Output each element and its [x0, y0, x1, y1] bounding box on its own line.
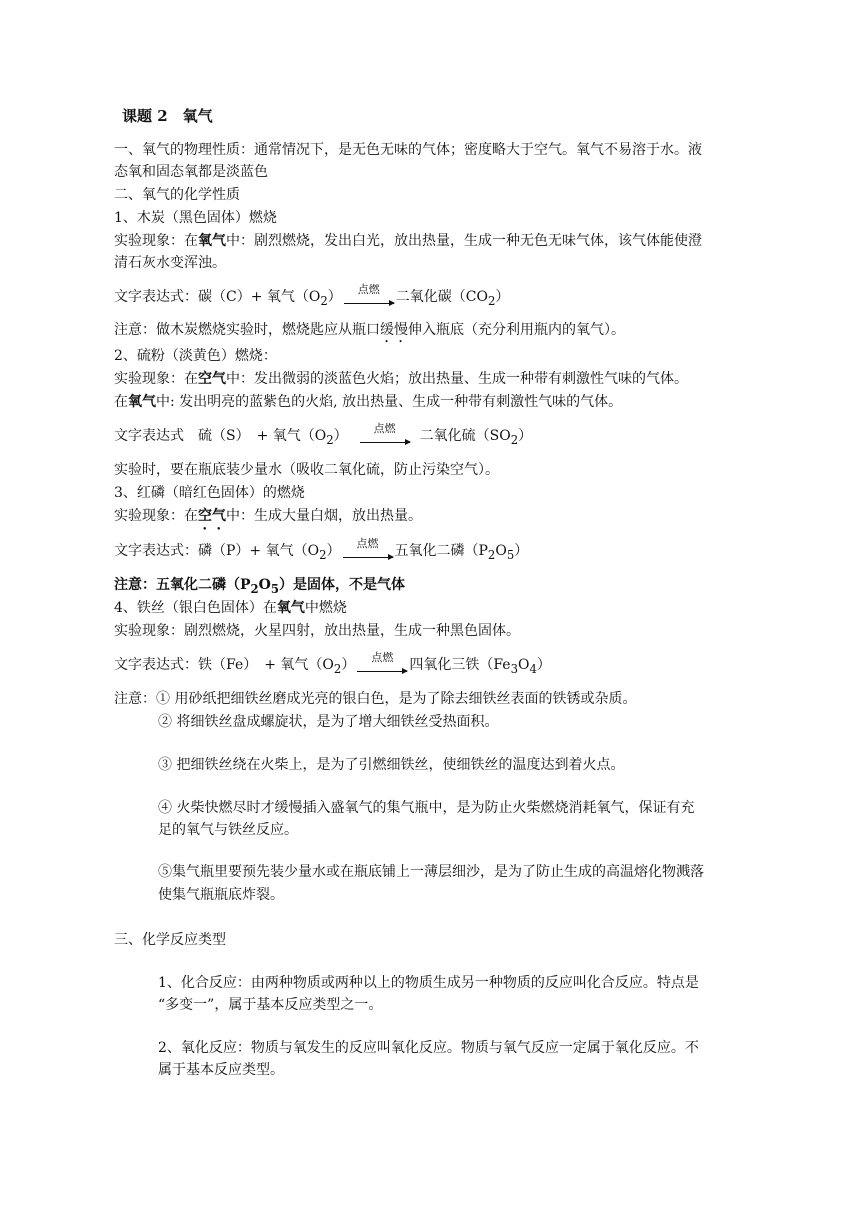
iron-heading: [114, 598, 347, 618]
arrow-icon: [357, 671, 407, 672]
subscript: 2: [250, 581, 259, 596]
physical-properties-line-1: 一、氧气的物理性质：通常情况下，是无色无味的气体；密度略大于空气。氧气不易溶于水。液: [114, 142, 702, 158]
oxygen-symbol: O: [495, 543, 507, 559]
heading-suffix: 中燃烧: [304, 600, 347, 616]
sulfur-phenomenon-air: [114, 369, 688, 389]
sulfur-phenomenon-oxygen: [114, 392, 622, 412]
equation-left-close: ）: [333, 428, 348, 444]
reaction-arrow: [343, 537, 393, 561]
oxidation-reaction-line-2: 属于基本反应类型。: [158, 1062, 284, 1078]
ignition-condition: 点燃: [357, 283, 380, 296]
iron-phenomenon: 实验现象：剧烈燃烧，火星四射，放出热量，生成一种黑色固体。: [114, 623, 520, 639]
subscript: 3: [510, 661, 518, 676]
phenomenon-text: 中：剧烈燃烧，发出白光，放出热量，生成一种无色无味气体，该气体能使澄: [226, 233, 702, 249]
ignition-condition: 点燃: [356, 537, 379, 550]
phenomenon-prefix: 实验现象：在: [114, 508, 198, 524]
heading-prefix: 4、铁丝（银白色固体）在: [114, 600, 277, 616]
subscript: 2: [487, 547, 496, 562]
equation-left: 文字表达式 硫（S） + 氧气（O: [114, 428, 327, 444]
note-text: ）是固体，不是气体: [278, 577, 405, 593]
subscript: 2: [326, 432, 334, 447]
arrow-icon: [360, 442, 410, 443]
physical-properties-line-2: 态氧和固态氧都是淡蓝色: [114, 164, 268, 180]
arrow-icon: [344, 303, 394, 304]
arrow-icon: [343, 557, 393, 558]
iron-note-4-line-2: 足的氧气与铁丝反应。: [158, 822, 298, 838]
ignition-condition: 点燃: [373, 422, 396, 435]
phosphorus-note: [114, 575, 405, 599]
iron-note-4-line-1: ④ 火柴快燃尽时才缓慢插入盛氧气的集气瓶中，是为防止火柴燃烧消耗氧气，保证有充: [158, 800, 695, 816]
equation-right-close: ）: [495, 289, 510, 305]
phenomenon-text: 中: 发出明亮的蓝紫色的火焰, 放出热量、生成一种带有刺激性气味的气体。: [156, 394, 623, 410]
reaction-types-heading: 三、化学反应类型: [114, 932, 226, 948]
subscript: 5: [270, 581, 279, 596]
oxygen-emphasis: 氧气: [276, 600, 305, 616]
ignition-condition: 点燃: [371, 651, 394, 664]
iron-note-5-line-2: 使集气瓶瓶底炸裂。: [158, 887, 284, 903]
equation-left-close: ）: [341, 657, 356, 673]
phenomenon-prefix: 实验现象：在: [114, 371, 198, 387]
phosphorus-phenomenon: [114, 506, 422, 533]
note-prefix: 注意：五氧化二磷（P: [114, 577, 251, 593]
oxygen-emphasis: 氧气: [128, 394, 156, 410]
equation-right-close: ）: [536, 657, 551, 673]
phenomenon-text: 中：发出微弱的淡蓝色火焰；放出热量、生成一种带有刺激性气味的气体。: [226, 371, 688, 387]
subscript: 2: [510, 432, 519, 447]
oxygen-symbol: O: [517, 657, 530, 673]
equation-left: 文字表达式：磷（P）+ 氧气（O: [114, 543, 320, 559]
reaction-arrow: [344, 283, 394, 307]
equation-left-close: ）: [327, 289, 342, 305]
equation-left-close: ）: [326, 543, 341, 559]
subscript: 4: [529, 661, 537, 676]
air-emphasis: 空气: [198, 371, 226, 387]
equation-left: 文字表达式：碳（C）+ 氧气（O: [114, 289, 321, 305]
sulfur-note: 实验时，要在瓶底装少量水（吸收二氧化硫，防止污染空气）。: [114, 462, 499, 478]
equation-right: 五氧化二磷（P: [394, 543, 488, 559]
reaction-arrow: [357, 651, 407, 675]
subscript: 2: [319, 547, 327, 562]
equation-right: 二氧化硫（SO: [419, 428, 511, 444]
sulfur-equation: [114, 422, 533, 450]
equation-right: 四氧化三铁（Fe: [409, 657, 511, 673]
iron-note-5-line-1: ⑤集气瓶里要预先装少量水或在瓶底铺上一薄层细沙，是为了防止生成的高温熔化物溅落: [158, 864, 704, 880]
iron-note-3: ③ 把细铁丝绕在火柴上，是为了引燃细铁丝，使细铁丝的温度达到着火点。: [158, 757, 625, 773]
iron-equation: [114, 651, 551, 679]
oxidation-reaction-line-1: 2、氧化反应：物质与氧发生的反应叫氧化反应。物质与氧气反应一定属于氧化反应。不: [158, 1040, 699, 1056]
subscript: 5: [506, 547, 515, 562]
equation-left: 文字表达式：铁（Fe） + 氧气（O: [114, 657, 334, 673]
sulfur-heading: 2、硫粉（淡黄色）燃烧：: [114, 348, 277, 364]
carbon-phenomenon-line-2: 清石灰水变浑浊。: [114, 255, 226, 271]
iron-note-1: 注意：① 用砂纸把细铁丝磨成光亮的银白色，是为了除去细铁丝表面的铁锈或杂质。: [114, 691, 637, 707]
subscript: 2: [333, 661, 342, 676]
carbon-phenomenon-line-1: [114, 231, 702, 251]
reaction-arrow: [360, 422, 410, 446]
equation-right: 二氧化碳（CO: [395, 289, 488, 305]
carbon-note: [114, 320, 625, 346]
slowly-emphasis: 缓慢: [380, 322, 408, 338]
note-prefix: 注意：做木炭燃烧实验时，燃烧匙应从瓶口: [114, 322, 380, 338]
combination-reaction-line-2: “多变一”，属于基本反应类型之一。: [158, 997, 383, 1013]
note-text: 伸入瓶底（充分利用瓶内的氧气）。: [408, 322, 625, 338]
air-emphasis: 空气: [198, 508, 226, 524]
phenomenon-text: 中：生成大量白烟，放出热量。: [226, 508, 422, 524]
chemical-properties-heading: 二、氧气的化学性质: [114, 187, 240, 203]
equation-right-close: ）: [514, 543, 529, 559]
phenomenon-prefix: 实验现象：在: [114, 233, 198, 249]
combination-reaction-line-1: 1、化合反应：由两种物质或两种以上的物质生成另一种物质的反应叫化合反应。特点是: [158, 975, 699, 991]
phosphorus-heading: 3、红磷（暗红色固体）的燃烧: [114, 485, 305, 501]
subscript: 2: [488, 293, 496, 308]
oxygen-emphasis: 氧气: [198, 233, 226, 249]
iron-note-2: ② 将细铁丝盘成螺旋状，是为了增大细铁丝受热面积。: [158, 714, 499, 730]
oxygen-symbol: O: [258, 577, 271, 593]
carbon-equation: [114, 283, 510, 311]
subscript: 2: [320, 293, 328, 308]
phosphorus-equation: [114, 537, 529, 565]
page-title: 课题 2 氧气: [122, 107, 213, 125]
phenomenon-prefix: 在: [114, 394, 128, 410]
equation-right-close: ）: [518, 428, 533, 444]
carbon-heading: 1、木炭（黑色固体）燃烧: [114, 210, 277, 226]
